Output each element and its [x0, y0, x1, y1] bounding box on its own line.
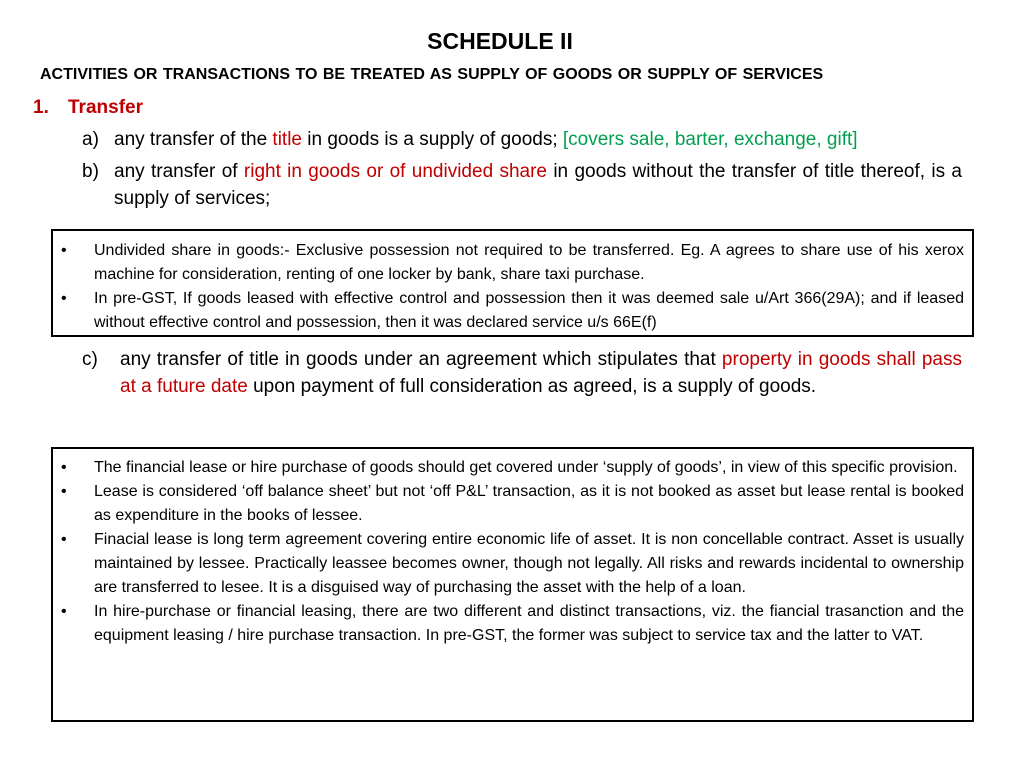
- item-text: [114, 126, 964, 153]
- text-run: in goods is a supply of goods;: [302, 129, 563, 150]
- text-run: in goods without the transfer of title thereof, is a supply of services;: [114, 161, 962, 209]
- bullet-text: In pre-GST, If goods leased with effective control and possession then it was deemed sale u/Art 366(29A); and if leased without effective control and possession, then it was declared service u/s 66E(f): [94, 290, 964, 331]
- item-text: [114, 158, 962, 212]
- highlight-text: right in goods or of undivided share: [243, 161, 547, 182]
- bullet-text: Undivided share in goods:- Exclusive possession not required to be transferred. Eg. A agrees to share use of his xerox machine for consideration, renting of one locker by bank, share taxi purchase.: [94, 242, 964, 283]
- bullet-icon: •: [61, 290, 67, 307]
- bullet-item: [53, 287, 972, 335]
- text-run: any transfer of: [114, 161, 244, 182]
- text-run: any transfer of the: [114, 129, 273, 150]
- item-label: b): [82, 161, 99, 182]
- text-run: any transfer of title in goods under an agreement which stipulates that: [120, 349, 722, 370]
- bullet-icon: •: [61, 531, 67, 548]
- bullet-item: [53, 600, 972, 648]
- list-item-b: [82, 158, 964, 212]
- bullet-icon: •: [61, 242, 67, 259]
- note-box-undivided-share: [51, 229, 974, 337]
- bullet-item: [53, 239, 972, 287]
- bullet-list: [53, 239, 972, 335]
- slide-subtitle: ACTIVITIES OR TRANSACTIONS TO BE TREATED AS SUPPLY OF GOODS OR SUPPLY OF SERVICES: [40, 66, 824, 83]
- bullet-icon: •: [61, 483, 67, 500]
- section-number: 1.: [33, 97, 49, 118]
- bullet-item: [53, 480, 972, 528]
- bullet-text: Lease is considered ‘off balance sheet’ but not ‘off P&L’ transaction, as it is not booked as asset but lease rental is booked as expenditure in the books of lessee.: [94, 483, 964, 524]
- text-run: upon payment of full consideration as agreed, is a supply of goods.: [247, 376, 817, 397]
- note-text: [covers sale, barter, exchange, gift]: [562, 129, 858, 150]
- note-box-financial-lease: [51, 447, 974, 722]
- bullet-text: Finacial lease is long term agreement covering entire economic life of asset. It is non concellable contract. Asset is usually maintained by lessee. Practically leassee becomes owner, though not legally. All risks and rewards incidental to ownership are transferred to lesee. It is a disguised way of purchasing the asset with the help of a loan.: [94, 531, 964, 596]
- item-label: a): [82, 129, 99, 150]
- list-item-c: [82, 346, 964, 427]
- highlight-text: property in goods shall pass at a future date: [120, 349, 962, 397]
- item-label: c): [82, 349, 98, 370]
- bullet-list: [53, 456, 972, 648]
- bullet-icon: •: [61, 603, 67, 620]
- section-heading: Transfer: [68, 97, 143, 118]
- bullet-item: [53, 456, 972, 480]
- bullet-text: The financial lease or hire purchase of goods should get covered under ‘supply of goods’, in view of this specific provision.: [94, 459, 958, 476]
- bullet-icon: •: [61, 459, 67, 476]
- item-text: [120, 346, 962, 400]
- highlight-text: title: [272, 129, 302, 150]
- bullet-item: [53, 528, 972, 600]
- bullet-text: In hire-purchase or financial leasing, there are two different and distinct transactions, viz. the fiancial trasanction and the equipment leasing / hire purchase transaction. In pre-GST, the former was subject to service tax and the latter to VAT.: [94, 603, 964, 644]
- list-item-a: [82, 126, 964, 153]
- slide-title: SCHEDULE II: [427, 28, 573, 54]
